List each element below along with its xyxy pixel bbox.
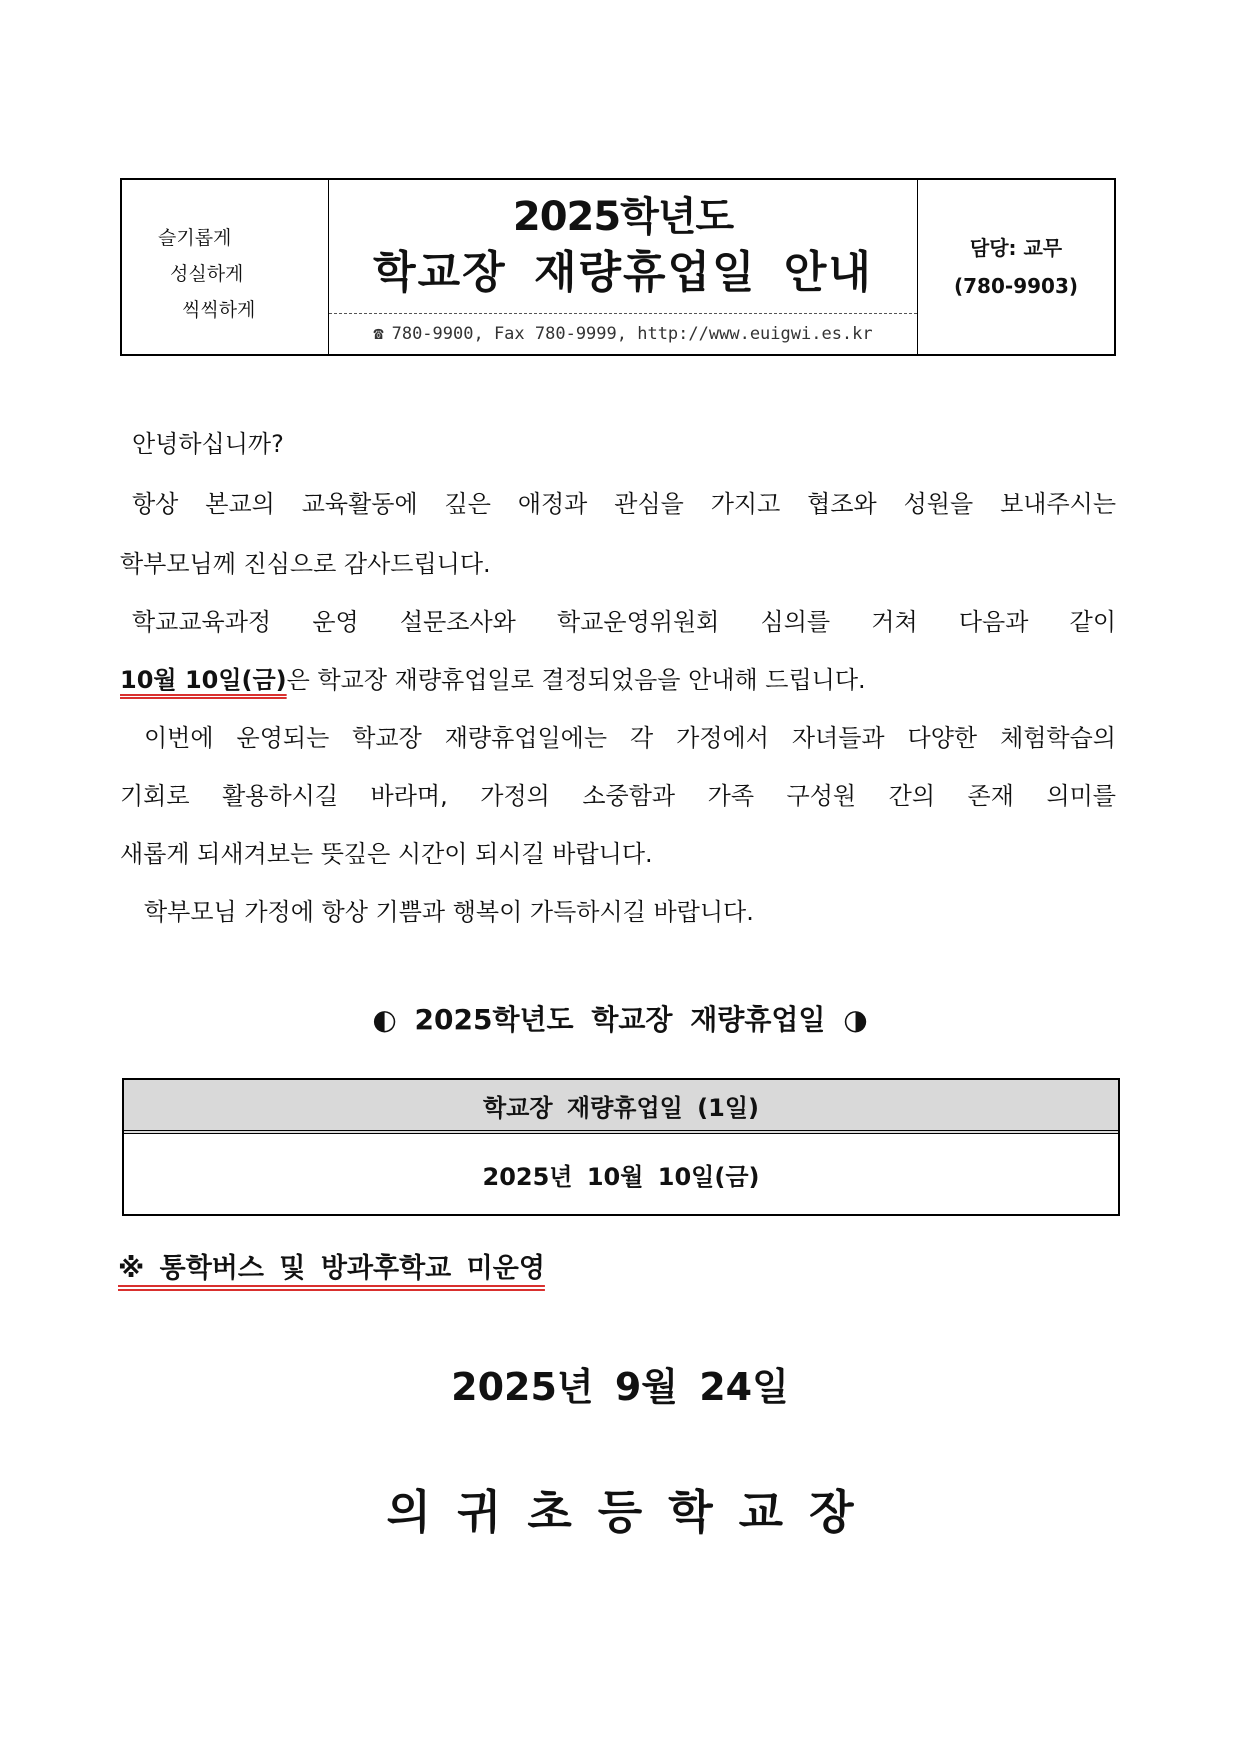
phone-icon: ☎ — [373, 324, 384, 344]
notice — [118, 1246, 545, 1285]
paragraph-2-line-2-text: 은 학교장 재량휴업일로 결정되었음을 안내해 드립니다. — [286, 666, 866, 694]
paragraph-1-line-2: 학부모님께 진심으로 감사드립니다. — [120, 550, 491, 578]
greeting: 안녕하십니까? — [132, 430, 284, 458]
motto-line-2: 성실하게 — [170, 263, 244, 285]
contact-cell — [918, 180, 1114, 354]
paragraph-4-line-1: 학부모님 가정에 항상 기쁨과 행복이 가득하시길 바랍니다. — [144, 898, 754, 926]
paragraph-2-line-1: 학교교육과정 운영 설문조사와 학교운영위원회 심의를 거쳐 다음과 같이 — [132, 608, 1116, 636]
paragraph-3-line-3: 새롭게 되새겨보는 뜻깊은 시간이 되시길 바랍니다. — [120, 840, 653, 868]
schedule-table — [122, 1078, 1120, 1216]
holiday-date-highlight: 10월 10일(금) — [120, 666, 287, 694]
paragraph-3-line-1: 이번에 운영되는 학교장 재량휴업일에는 각 가정에서 자녀들과 다양한 체험학습의 — [144, 724, 1116, 752]
motto-line-1: 슬기롭게 — [158, 227, 232, 249]
document-year: 2025학년도 — [512, 193, 734, 240]
notice-text: ※ 통학버스 및 방과후학교 미운영 — [118, 1253, 545, 1284]
contact-person: 담당: 교무 — [969, 236, 1063, 260]
schedule-section-title: ◐ 2025학년도 학교장 재량휴업일 ◑ — [372, 1003, 868, 1036]
paragraph-3-line-2: 기회로 활용하시길 바라며, 가정의 소중함과 가족 구성원 간의 존재 의미를 — [120, 782, 1116, 810]
document-title: 학교장 재량휴업일 안내 — [373, 246, 873, 298]
schedule-table-header: 학교장 재량휴업일 (1일) — [124, 1080, 1118, 1134]
school-motto — [122, 180, 329, 354]
paragraph-2-line-2 — [120, 660, 866, 695]
paragraph-1-line-1: 항상 본교의 교육활동에 깊은 애정과 관심을 가지고 협조와 성원을 보내주시는 — [132, 490, 1116, 518]
title-cell — [329, 180, 918, 354]
schedule-table-date: 2025년 10월 10일(금) — [482, 1162, 760, 1191]
principal-signature: 의귀초등학교장 — [386, 1485, 880, 1539]
contact-text: 780-9900, Fax 780-9999, http://www.euigwi.es.kr — [391, 324, 873, 344]
motto-line-3: 씩씩하게 — [182, 299, 256, 321]
header-box — [120, 178, 1116, 356]
contact-phone: (780-9903) — [954, 274, 1078, 298]
school-contact-line — [329, 313, 917, 354]
issue-date: 2025년 9월 24일 — [451, 1365, 789, 1409]
